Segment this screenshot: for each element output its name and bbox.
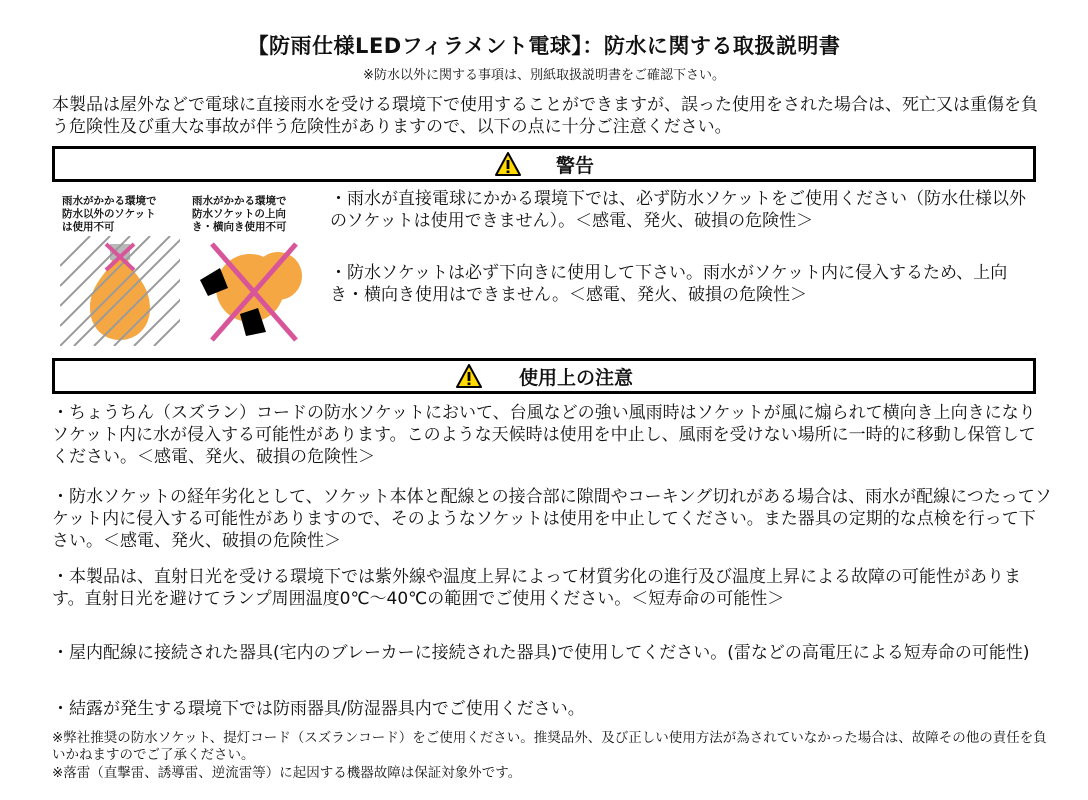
intro-paragraph: 本製品は屋外などで電球に直接雨水を受ける環境下で使用することができますが、誤った使用をされた場合は、死亡又は重傷を負う危険性及び重大な事故が伴う危険性がありますので、以下の点に十分ご注意ください。 [52, 95, 1038, 137]
caution-item-aging-socket: ・防水ソケットの経年劣化として、ソケット本体と配線との接合部に隙間やコーキング切れがある場合は、雨水が配線につたってソケット内に侵入する可能性がありますので、そのようなソケットは使用を中止してください。また器具の定期的な点検を行って下さい。＜感電、発火、破損の危険性＞ [52, 487, 1052, 551]
caution-item-sunlight: ・本製品は、直射日光を受ける環境下では紫外線や温度上昇によって材質劣化の進行及び温度上昇による故障の可能性があります。直射日光を避けてランプ周囲温度0℃～40℃の範囲でご使用ください。＜短寿命の可能性＞ [52, 567, 1021, 609]
document-title: 【防雨仕様LEDフィラメント電球】：防水に関する取扱説明書 [247, 34, 841, 58]
caution-heading: 使用上の注意 [518, 366, 633, 389]
figure-label-upward-socket: 雨水がかかる環境で 防水ソケットの上向 き・横向き使用不可 [192, 195, 287, 233]
warning-item-downward-socket: ・防水ソケットは必ず下向きに使用して下さい。雨水がソケット内に侵入するため、上向き・横向き使用はできません。＜感電、発火、破損の危険性＞ [330, 263, 1008, 305]
figure-label-non-waterproof-socket: 雨水がかかる環境で 防水以外のソケット は使用不可 [62, 195, 157, 233]
bulb-in-rain-illustration [60, 236, 180, 346]
note-lightning: ※落雷（直撃雷、誘導雷、逆流雷等）に起因する機器故障は保証対象外です。 [52, 765, 522, 781]
caution-item-indoor-wiring: ・屋内配線に接続された器具(宅内のブレーカーに接続された器具)で使用してください。(雷などの高電圧による短寿命の可能性) [52, 643, 1030, 663]
warning-item-waterproof-socket: ・雨水が直接電球にかかる環境下では、必ず防水ソケットをご使用ください（防水仕様以外のソケットは使用できません）。＜感電、発火、破損の危険性＞ [330, 189, 1026, 231]
warning-banner [52, 146, 1036, 182]
note-recommended-socket: ※弊社推奨の防水ソケット、提灯コード（スズランコード）をご使用ください。推奨品外、及び正しい使用方法が為されていなかった場合は、故障その他の責任を負いかねますのでご了承ください。 [52, 730, 1047, 763]
caution-banner [52, 358, 1036, 394]
upward-socket-illustration [192, 236, 316, 346]
caution-item-condensation: ・結露が発生する環境下では防雨器具/防湿器具内でご使用ください。 [52, 699, 585, 719]
warning-triangle-icon [494, 151, 522, 177]
document-subtitle: ※防水以外に関する事項は、別紙取扱説明書をご確認下さい。 [363, 68, 725, 83]
warning-triangle-icon [455, 363, 483, 389]
caution-item-typhoon: ・ちょうちん（スズラン）コードの防水ソケットにおいて、台風などの強い風雨時はソケットが風に煽られて横向き上向きになりソケット内に水が侵入する可能性があります。このような天候時は使用を中止し、風雨を受けない場所に一時的に移動し保管してください。＜感電、発火、破損の危険性＞ [52, 403, 1036, 467]
warning-heading: 警告 [555, 154, 594, 177]
